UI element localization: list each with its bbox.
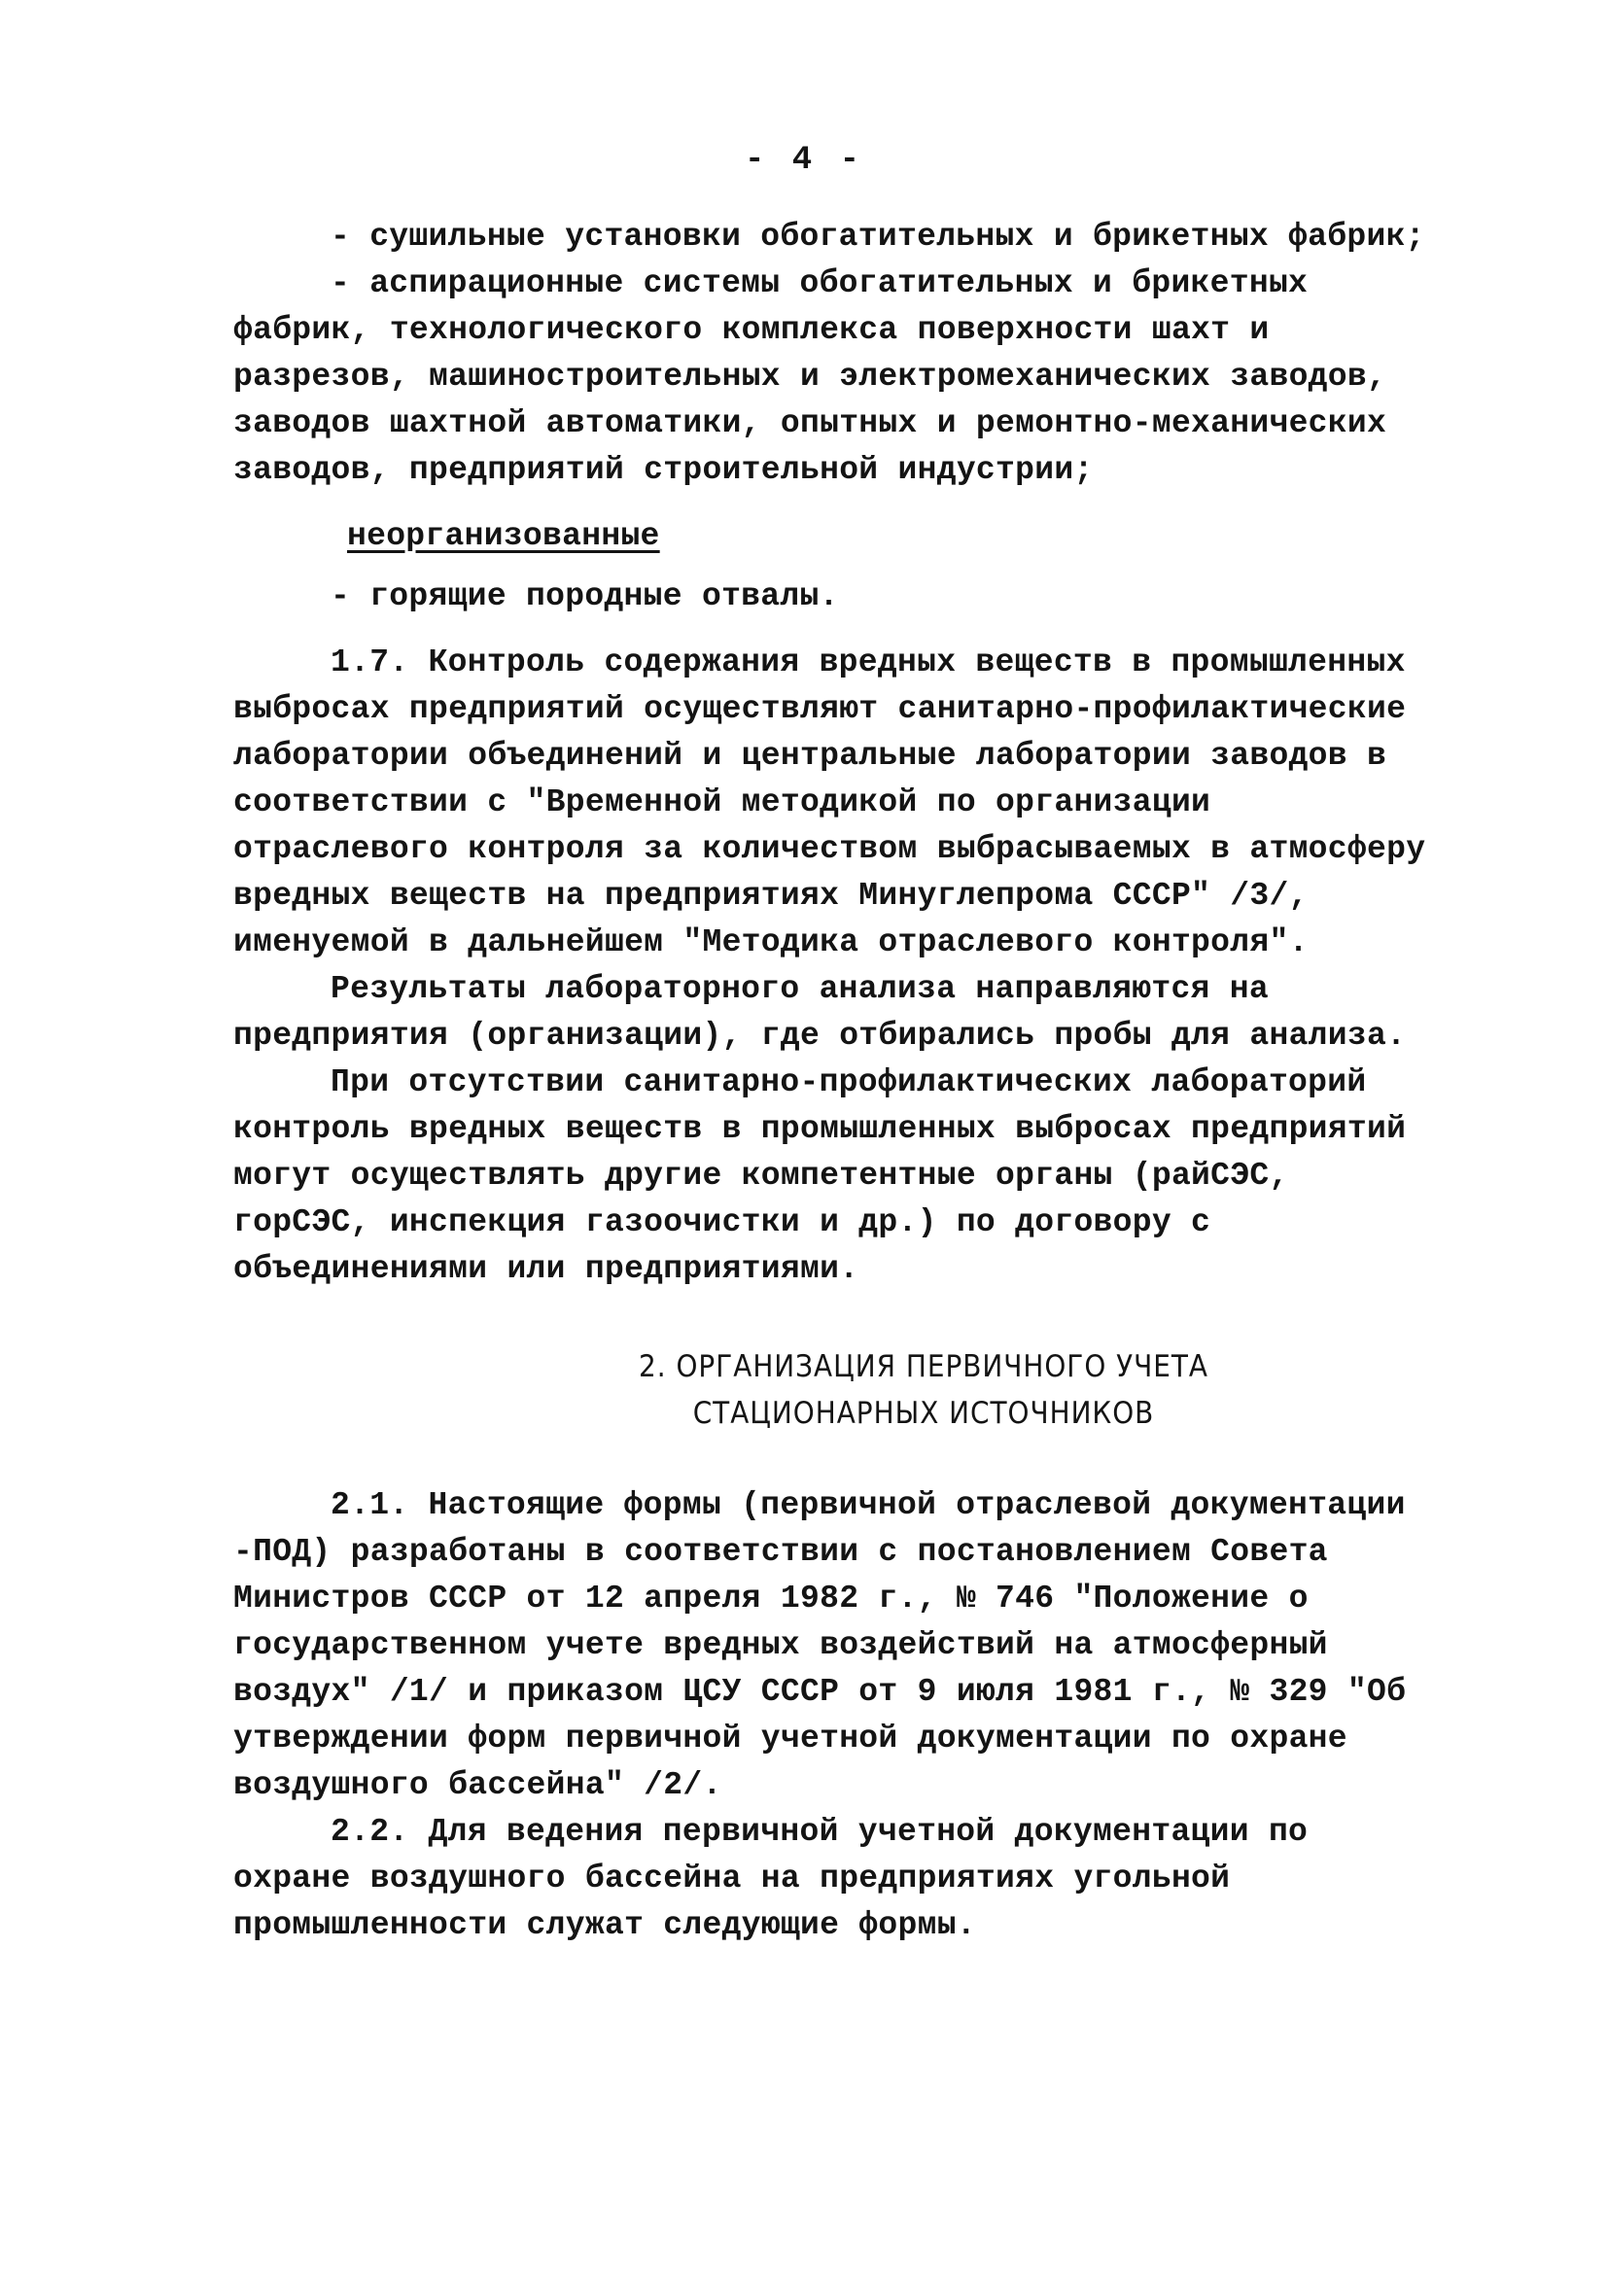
list-item: - аспирационные системы обогатительных и брикетных фабрик, технологического комплекса поверхности шахт и разрезов, машиностроительных и электромеханических заводов, заводов шахтной автоматики, опытных и ремонтно-механических заводов, предприятий строительной индустрии;	[233, 265, 1407, 488]
sources-list	[233, 214, 1439, 494]
list-item: - сушильные установки обогатительных и брикетных фабрик;	[331, 219, 1425, 255]
paragraph: 2.1. Настоящие формы (первичной отраслевой документации -ПОД) разработаны в соответствии с постановлением Совета Министров СССР от 12 апреля 1982 г., № 746 "Положение о государственном учете вредных воздействий на атмосферный воздух" /1/ и приказом ЦСУ СССР от 9 июля 1981 г., № 329 "Об утверждении форм первичной учетной документации по охране воздушного бассейна" /2/.	[233, 1487, 1426, 1803]
paragraph: При отсутствии санитарно-профилактических лабораторий контроль вредных веществ в промышленных выбросах предприятий могут осуществлять другие компетентные органы (райСЭС, горСЭС, инспекция газоочистки и др.) по договору с объединениями или предприятиями.	[233, 1064, 1426, 1287]
unorganized-label: неорганизованные	[347, 518, 660, 554]
heading-line: 2. ОРГАНИЗАЦИЯ ПЕРВИЧНОГО УЧЕТА	[639, 1349, 1208, 1384]
section-2-heading	[506, 1343, 1342, 1437]
paragraph: 2.2. Для ведения первичной учетной документации по охране воздушного бассейна на предприятиях угольной промышленности служат следующие формы.	[233, 1814, 1328, 1943]
unorganized-sources	[233, 513, 1439, 620]
page-number: - 4 -	[744, 142, 864, 179]
heading-line: СТАЦИОНАРНЫХ ИСТОЧНИКОВ	[692, 1396, 1155, 1431]
paragraph: Результаты лабораторного анализа направляются на предприятия (организации), где отбирались пробы для анализа.	[233, 971, 1407, 1054]
list-item: - горящие породные отвалы.	[331, 578, 839, 614]
paragraph: 1.7. Контроль содержания вредных веществ в промышленных выбросах предприятий осуществляют санитарно-профилактические лаборатории объединений и центральные лаборатории заводов в соответствии с "Временной методикой по организации отраслевого контроля за количеством выбрасываемых в атмосферу вредных веществ на предприятиях Минуглепрома СССР" /3/, именуемой в дальнейшем "Методика отраслевого контроля".	[233, 644, 1446, 960]
section-2-body	[233, 1482, 1439, 1949]
section-1-7	[233, 640, 1446, 1293]
